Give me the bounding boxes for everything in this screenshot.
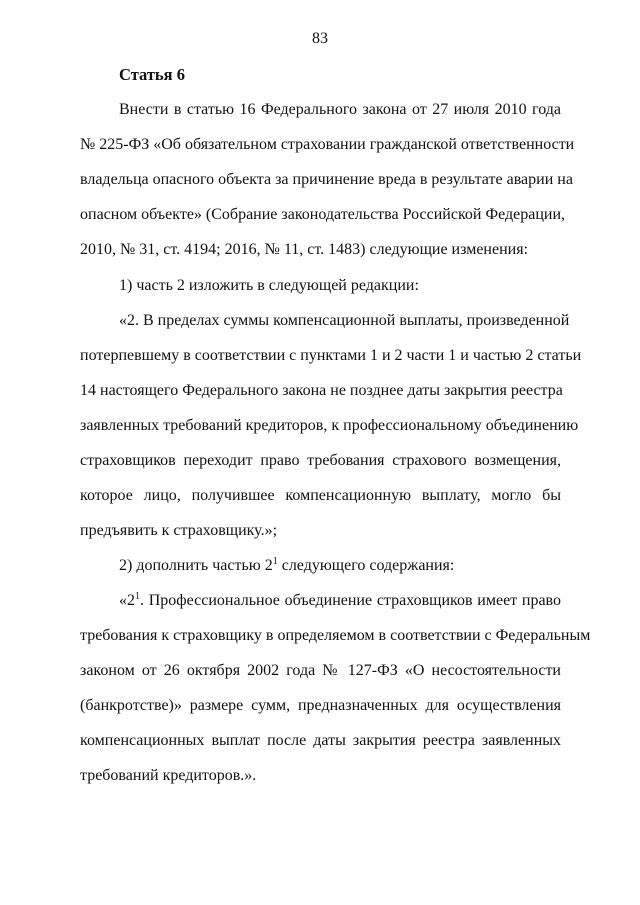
item-2-text: . Профессиональное объединение страховщиков имеет право (140, 592, 561, 609)
article-heading: Статья 6 (119, 65, 185, 84)
paragraph-line: № 225-ФЗ «Об обязательном страховании гражданской ответственности (80, 136, 575, 153)
paragraph-line: владельца опасного объекта за причинение вреда в результате аварии на (80, 171, 573, 188)
item-1-line: страховщиков переходит право требования страхового возмещения, (80, 452, 561, 469)
item-2-intro-text: следующего содержания: (277, 557, 455, 574)
item-1-line: 14 настоящего Федерального закона не позднее даты закрытия реестра (80, 382, 563, 399)
item-2-line (119, 591, 561, 611)
item-1-intro: 1) часть 2 изложить в следующей редакции: (119, 277, 419, 294)
item-1-line: заявленных требований кредиторов, к профессиональному объединению (80, 417, 579, 434)
paragraph-line: опасном объекте» (Собрание законодательства Российской Федерации, (80, 206, 566, 223)
item-1-line: которое лицо, получившее компенсационную выплату, могло бы (80, 487, 561, 504)
item-1-line: потерпевшему в соответствии с пунктами 1 и 2 части 1 и частью 2 статьи (80, 347, 582, 364)
item-2-text: «2 (119, 592, 135, 609)
item-2-intro-text: 2) дополнить частью 2 (119, 557, 273, 574)
item-2-intro (119, 556, 561, 576)
item-2-line: требований кредиторов.». (80, 767, 257, 784)
paragraph-line: 2010, № 31, ст. 4194; 2016, № 11, ст. 1483) следующие изменения: (80, 241, 529, 258)
item-2-line: компенсационных выплат после даты закрытия реестра заявленных (80, 732, 561, 749)
item-1-line: предъявить к страховщику.»; (80, 522, 278, 539)
item-1-line: «2. В пределах суммы компенсационной выплаты, произведенной (119, 312, 570, 329)
item-2-line: (банкротстве)» размере сумм, предназначенных для осуществления (80, 697, 561, 714)
item-2-line: законом от 26 октября 2002 года № 127-ФЗ «О несостоятельности (80, 662, 561, 679)
item-2-line: требования к страховщику в определяемом в соответствии с Федеральным (80, 627, 591, 644)
superscript: 1 (272, 556, 278, 567)
page-number: 83 (312, 30, 328, 47)
superscript: 1 (135, 591, 140, 602)
paragraph-line: Внести в статью 16 Федерального закона от 27 июля 2010 года (119, 101, 561, 118)
